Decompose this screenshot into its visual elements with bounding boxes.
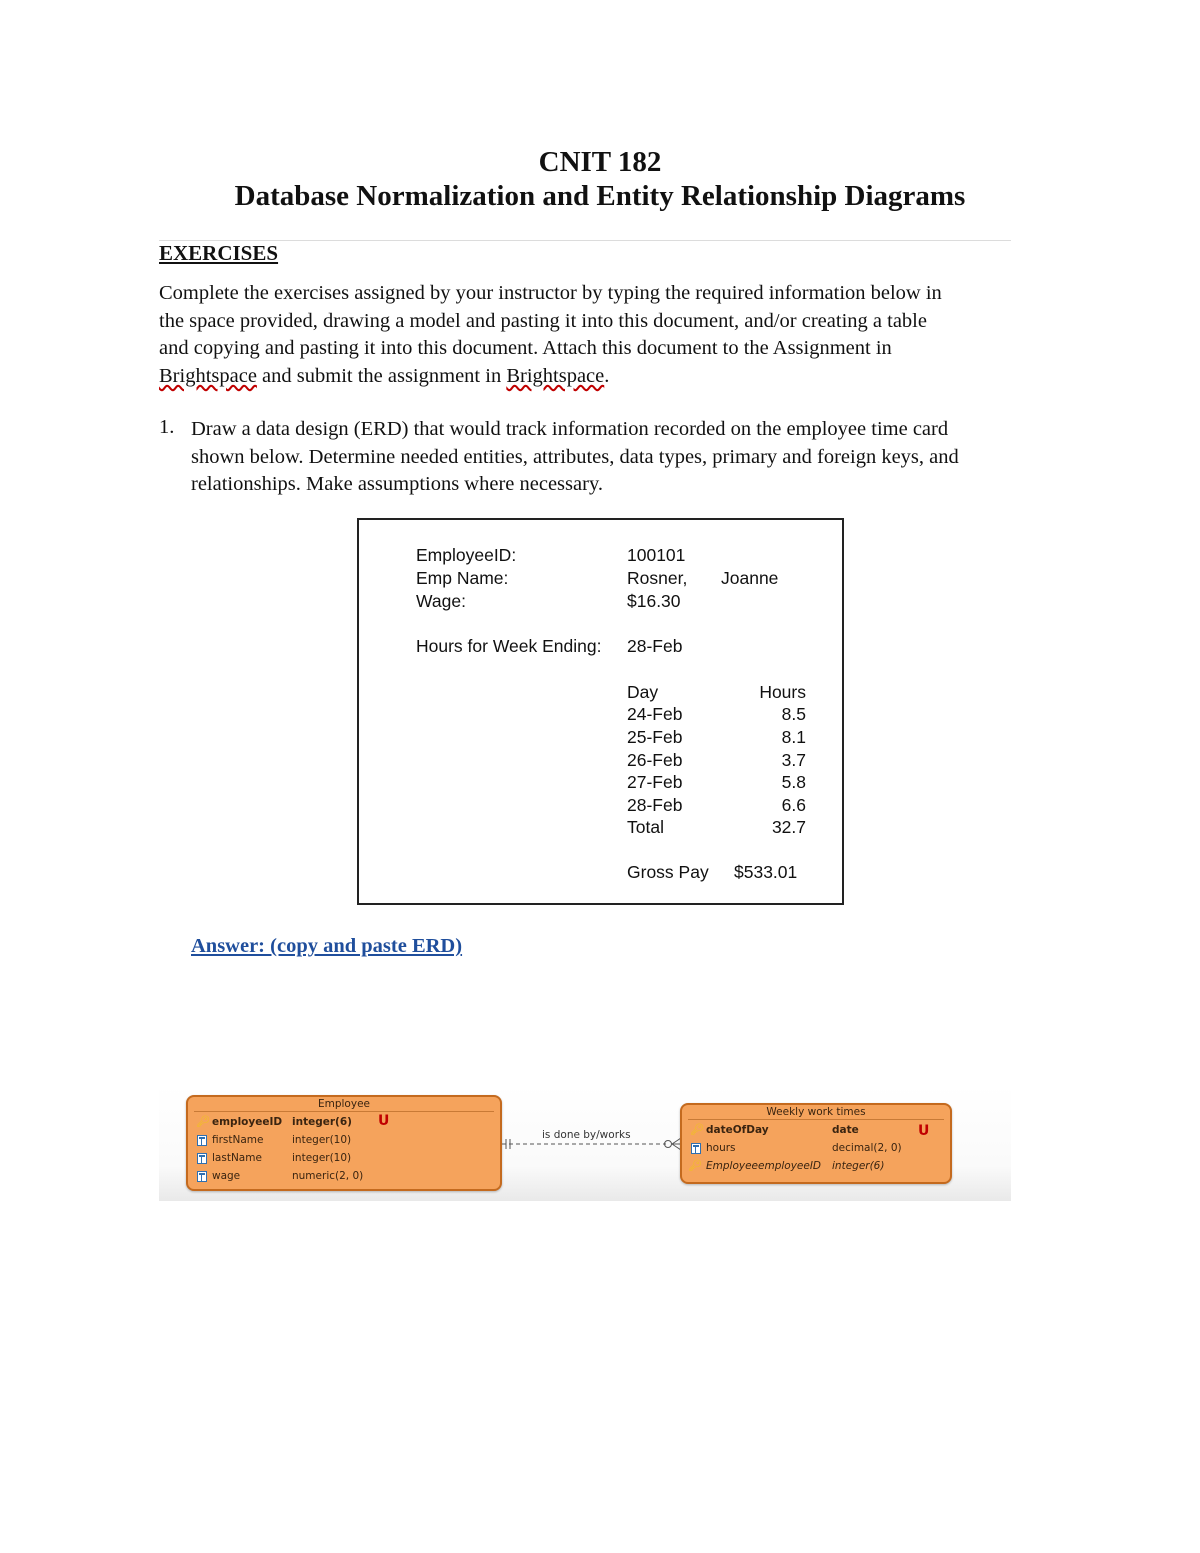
day-cell: 27-Feb — [627, 772, 683, 792]
day-cell: 26-Feb — [627, 750, 683, 770]
column-type: integer(6) — [832, 1160, 885, 1172]
hours-cell: 5.8 — [781, 772, 806, 792]
day-cell: 25-Feb — [627, 727, 683, 747]
unique-marker: U — [378, 1113, 390, 1129]
column-type: date — [832, 1124, 859, 1136]
course-title: CNIT 182 — [538, 146, 662, 178]
column-name: hours — [706, 1142, 736, 1154]
divider — [159, 240, 1011, 241]
column-name: employeeID — [212, 1116, 283, 1128]
hours-cell: 8.1 — [781, 727, 806, 747]
column-type: integer(10) — [292, 1152, 352, 1164]
week-ending-label: Hours for Week Ending: — [416, 636, 602, 656]
instructions-line — [159, 363, 1019, 391]
instructions-line: the space provided, drawing a model and pasting it into this document, and/or creating a table — [159, 309, 927, 332]
total-label: Total — [627, 817, 664, 837]
document-title: Database Normalization and Entity Relationship Diagrams — [234, 180, 966, 212]
day-cell: 28-Feb — [627, 795, 683, 815]
question-line: Draw a data design (ERD) that would track information recorded on the employee time card — [191, 418, 949, 440]
first-name-value: Joanne — [721, 568, 779, 588]
weekly-work-times-entity[interactable] — [680, 1103, 952, 1184]
column-icon — [197, 1171, 207, 1182]
wage-value: $16.30 — [627, 591, 681, 611]
entity-header-divider — [688, 1119, 944, 1120]
day-cell: 24-Feb — [627, 704, 683, 724]
entity-title: Weekly work times — [766, 1106, 866, 1118]
entity-header-divider — [194, 1111, 494, 1112]
instructions-text: and submit the assignment in — [256, 364, 507, 387]
entity-title: Employee — [317, 1098, 370, 1110]
last-name-value: Rosner, — [627, 568, 688, 588]
column-type: decimal(2, 0) — [832, 1142, 902, 1154]
column-name: lastName — [212, 1152, 262, 1164]
week-ending-value: 28-Feb — [627, 636, 683, 656]
relationship-label: is done by/works — [542, 1129, 631, 1141]
column-icon — [197, 1153, 207, 1164]
column-name: wage — [212, 1170, 241, 1182]
answer-label: Answer: (copy and paste ERD) — [191, 935, 463, 957]
column-icon — [691, 1143, 701, 1154]
column-name: EmployeeemployeeID — [706, 1160, 822, 1172]
gross-pay-value: $533.01 — [734, 862, 798, 882]
emp-name-label: Emp Name: — [416, 568, 509, 588]
employee-entity[interactable] — [186, 1095, 502, 1191]
employee-id-value: 100101 — [627, 545, 686, 565]
total-hours: 32.7 — [771, 817, 806, 837]
column-name: firstName — [212, 1134, 264, 1146]
instructions-paragraph — [159, 280, 1019, 390]
instructions-line: Complete the exercises assigned by your instructor by typing the required information below in — [159, 282, 942, 304]
question-number: 1. — [159, 416, 175, 438]
wage-label: Wage: — [416, 591, 466, 611]
key-icon: 🔑︎ — [196, 1115, 210, 1128]
instructions-text: . — [604, 364, 610, 387]
question-line: shown below. Determine needed entities, attributes, data types, primary and foreign keys, and — [191, 445, 959, 468]
spellcheck-word: Brightspace — [159, 364, 257, 387]
question-line: relationships. Make assumptions where necessary. — [191, 473, 603, 495]
exercises-heading: EXERCISES — [159, 241, 279, 265]
column-type: numeric(2, 0) — [292, 1170, 364, 1182]
question-text — [191, 416, 1021, 499]
column-icon — [197, 1135, 207, 1146]
hours-cell: 3.7 — [781, 750, 806, 770]
gross-pay-label: Gross Pay — [627, 862, 709, 882]
employee-id-label: EmployeeID: — [416, 545, 517, 565]
column-type: integer(6) — [292, 1116, 352, 1128]
foreign-key-icon: 🔑︎ — [688, 1159, 702, 1172]
spellcheck-word: Brightspace — [506, 364, 605, 387]
column-type: integer(10) — [292, 1134, 352, 1146]
unique-marker: U — [918, 1123, 930, 1139]
column-name: dateOfDay — [706, 1124, 769, 1136]
key-icon: 🔑︎ — [690, 1123, 704, 1136]
hours-column-header: Hours — [759, 682, 806, 702]
hours-cell: 8.5 — [781, 704, 806, 724]
day-column-header: Day — [627, 682, 659, 702]
employee-time-card — [357, 518, 844, 905]
hours-cell: 6.6 — [781, 795, 806, 815]
instructions-line: and copying and pasting it into this document. Attach this document to the Assignment in — [159, 337, 892, 359]
